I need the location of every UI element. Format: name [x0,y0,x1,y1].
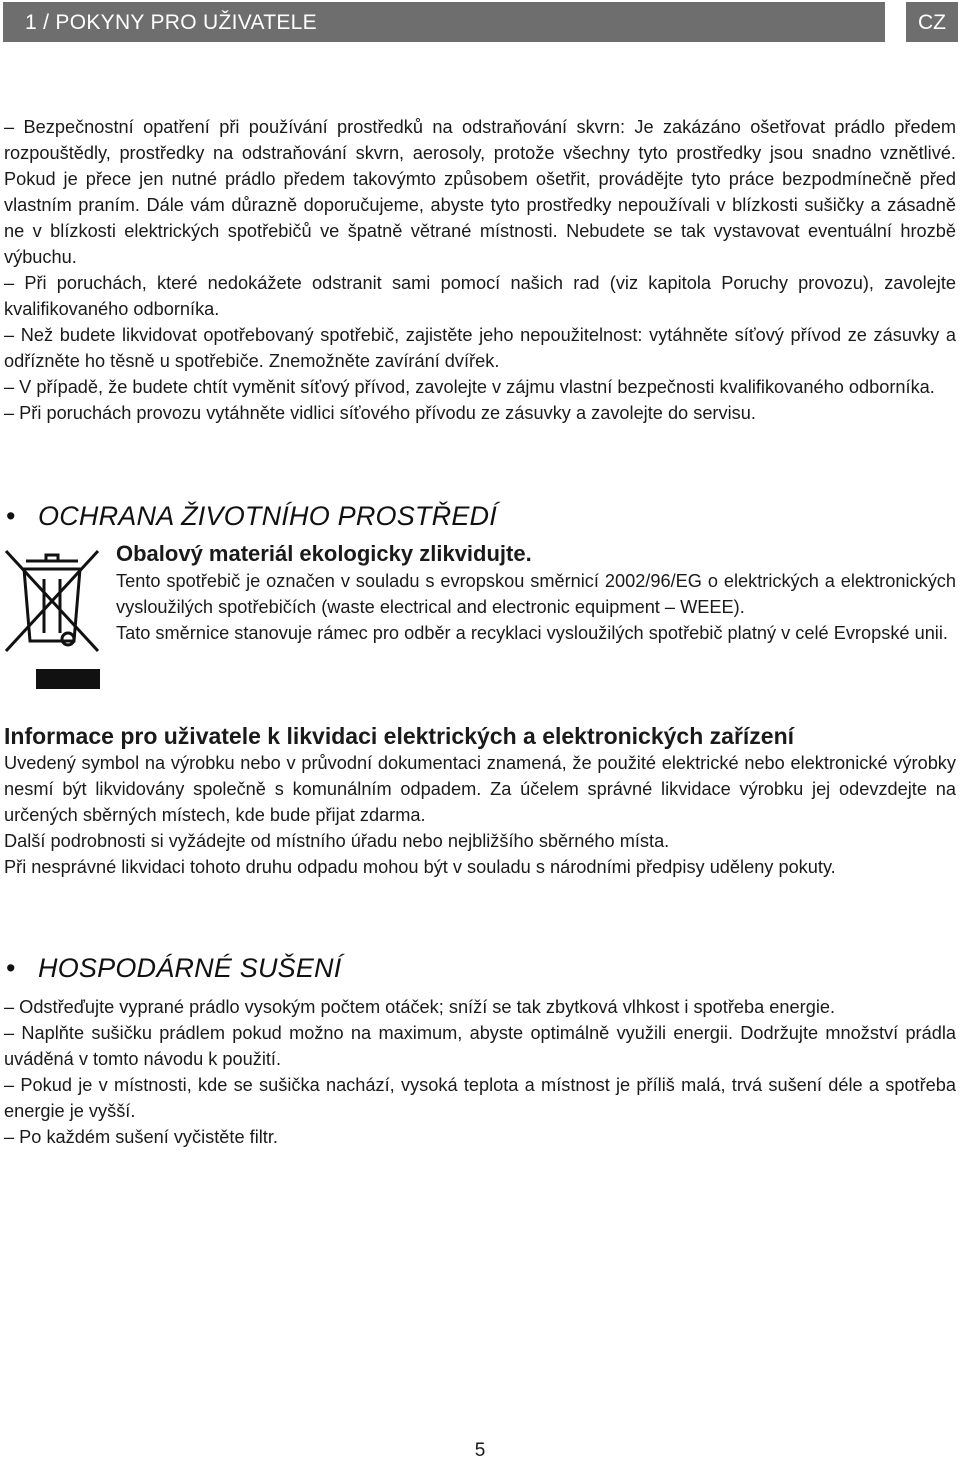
header-title: 1 / POKYNY PRO UŽIVATELE [3,2,885,42]
drying-item: – Odstřeďujte vyprané prádlo vysokým počtem otáček; sníží se tak zbytková vlhkost i spotřeba energie. [4,997,836,1017]
page-number: 5 [474,1440,486,1461]
safety-instructions [4,114,956,426]
drying-item: – Po každém sušení vyčistěte filtr. [4,1127,278,1147]
environment-paragraph: Tento spotřebič je označen v souladu s evropskou směrnicí 2002/96/EG o elektrických a elektronických vysloužilých spotřebičích (waste electrical and electronic equipment – WEEE). [116,571,956,617]
environment-text [116,540,956,646]
bullet: • [6,501,16,531]
drying-title: HOSPODÁRNÉ SUŠENÍ [38,953,342,983]
environment-paragraph: Tato směrnice stanovuje rámec pro odběr a recyklaci vysloužilých spotřebič platný v celé Evropské unii. [116,623,948,643]
language-badge: CZ [906,2,958,42]
safety-paragraph: – Při poruchách, které nedokážete odstranit sami pomocí našich rad (viz kapitola Poruchy provozu), zavolejte kvalifikovaného odborníka. [4,273,956,319]
drying-tips [4,994,956,1150]
weee-crossed-bin-icon [2,545,102,693]
drying-item: – Pokud je v místnosti, kde se sušička nachází, vysoká teplota a místnost je příliš malá, trvá sušení déle a spotřeba energie je vyšší. [4,1075,956,1121]
info-paragraph: Další podrobnosti si vyžádejte od místního úřadu nebo nejbližšího sběrného místa. [4,831,670,851]
safety-paragraph: – Než budete likvidovat opotřebovaný spotřebič, zajistěte jeho nepoužitelnost: vytáhněte síťový přívod ze zásuvky a odřízněte ho těsně u spotřebiče. Znemožněte zavírání dvířek. [4,325,956,371]
info-paragraph: Uvedený symbol na výrobku nebo v průvodní dokumentaci znamená, že použité elektrické nebo elektronické výrobky nesmí být likvidovány společně s komunálním odpadem. Za účelem správné likvidace výrobku jej odevzdejte na určených sběrných místech, kde bude přijat zdarma. [4,753,956,825]
safety-paragraph: – Při poruchách provozu vytáhněte vidlici síťového přívodu ze zásuvky a zavolejte do servisu. [4,403,756,423]
page-header [3,2,958,42]
safety-paragraph: – V případě, že budete chtít vyměnit síťový přívod, zavolejte v zájmu vlastní bezpečnosti kvalifikovaného odborníka. [4,377,935,397]
environment-heading [6,500,497,532]
bullet: • [6,953,16,983]
environment-title: OCHRANA ŽIVOTNÍHO PROSTŘEDÍ [38,501,497,531]
environment-subtitle: Obalový materiál ekologicky zlikvidujte. [116,541,532,566]
safety-paragraph: – Bezpečnostní opatření při používání prostředků na odstraňování skvrn: Je zakázáno ošetřovat prádlo předem rozpouštědly, prostředky na odstraňování skvrn, aerosoly, protože všechny tyto prostředky jsou snadno vznětlivé. Pokud je přece jen nutné prádlo předem takovýmto způsobem ošetřit, provádějte tyto práce bezpodmínečně před vlastním praním. Dále vám důrazně doporučujeme, abyste tyto prostředky nepoužívali v blízkosti sušičky a zásadně ne v blízkosti elektrických spotřebičů ve špatně větrané místnosti. Nebudete se tak vystavovat eventuální hrozbě výbuchu. [4,117,956,267]
drying-item: – Naplňte sušičku prádlem pokud možno na maximum, abyste optimálně využili energii. Dodržujte množství prádla uváděná v tomto návodu k použití. [4,1023,956,1069]
disposal-info [4,750,956,880]
info-paragraph: Při nesprávné likvidaci tohoto druhu odpadu mohou být v souladu s národními předpisy uděleny pokuty. [4,857,836,877]
disposal-info-title: Informace pro uživatele k likvidaci elektrických a elektronických zařízení [4,723,795,749]
drying-heading [6,952,341,984]
